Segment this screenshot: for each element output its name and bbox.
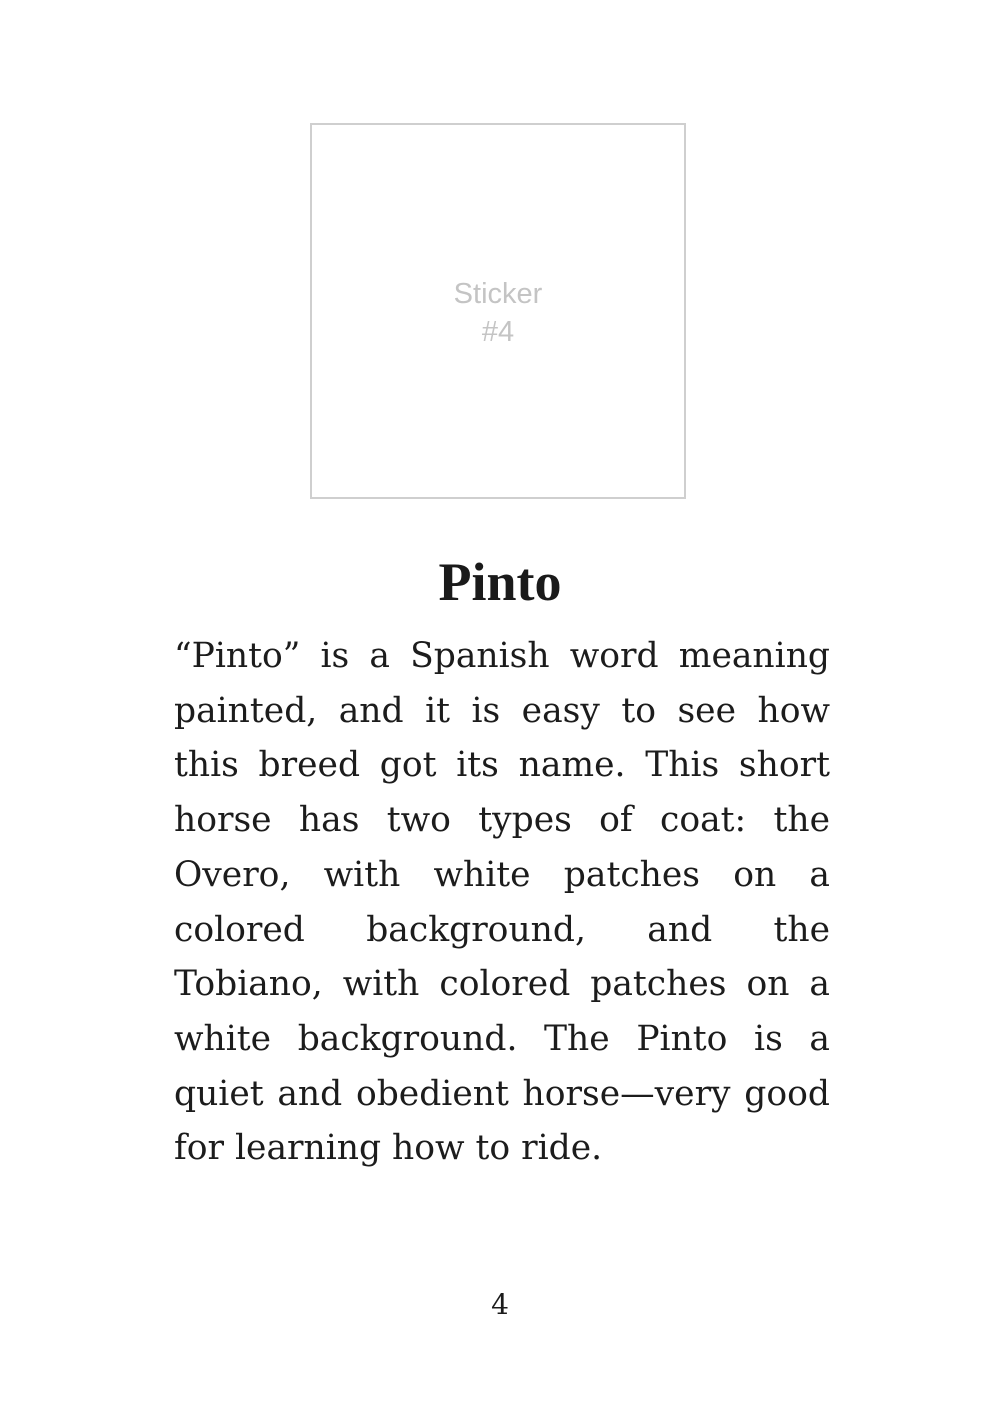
sticker-label [454,275,543,351]
page-title: Pinto [438,552,562,612]
page-number: 4 [491,1288,509,1321]
sticker-label-line2: #4 [481,316,515,348]
body-paragraph: “Pinto” is a Spanish word meaning painted, and it is easy to see how this breed got its name. This short horse has two types of coat: the Overo, with white patches on a colored background, and the Tobiano, with colored patches on a white background. The Pinto is a quiet and obedient horse—very good for learning how to ride. [174,636,830,1169]
sticker-placeholder [310,123,686,499]
sticker-label-line1: Sticker [453,278,543,310]
